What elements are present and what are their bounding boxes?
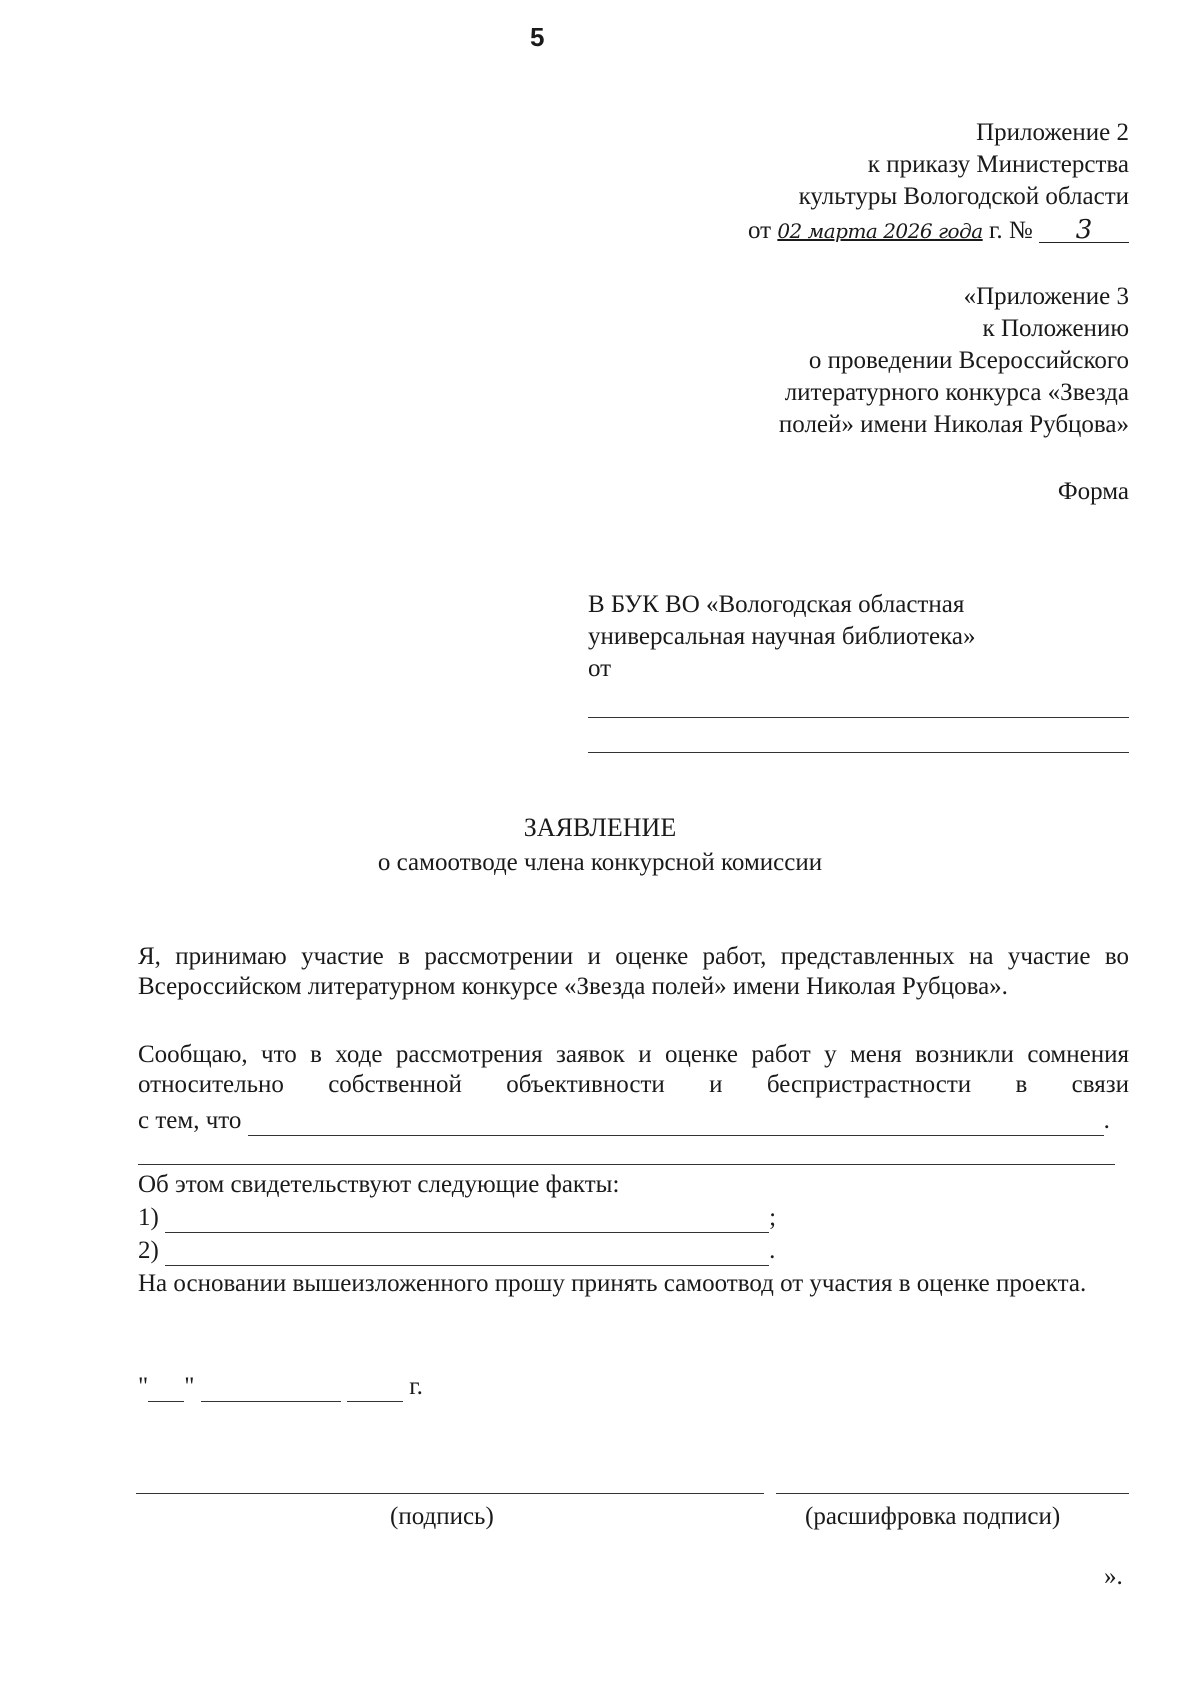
fact-suffix: . [769,1237,776,1264]
regulation-line: «Приложение 3 [963,283,1129,310]
page-number: 5 [530,22,545,52]
appendix-line: Приложение 2 [976,119,1129,146]
addressee-blank-line[interactable] [588,752,1129,753]
fact-item-1 [138,1203,776,1233]
fact-number: 2) [138,1237,159,1264]
appendix-date-line [748,216,1129,246]
handwritten-number: 3 [1039,218,1129,243]
fact-number: 1) [138,1204,159,1231]
reason-blank[interactable] [248,1113,1104,1136]
month-blank[interactable] [201,1379,341,1402]
signature-decode-blank-line[interactable] [776,1493,1129,1494]
fact-blank[interactable] [165,1210,769,1233]
date-close-quote: " [184,1373,195,1400]
body-paragraph-3: На основании вышеизложенного прошу принять самоотвод от участия в оценке проекта. [138,1270,1087,1297]
date-line [138,1372,423,1402]
addressee-block [588,590,975,684]
fact-blank[interactable] [165,1243,769,1266]
regulation-line: к Положению [982,315,1129,342]
facts-intro: Об этом свидетельствуют следующие факты: [138,1171,620,1198]
signature-blank-line[interactable] [136,1493,764,1494]
date-prefix: от [747,217,772,244]
regulation-appendix-block [779,282,1129,440]
reason-prefix: с тем, что [138,1107,242,1134]
addressee-line: универсальная научная библиотека» [588,623,976,650]
body-paragraph-2: Сообщаю, что в ходе рассмотрения заявок и оценке работ у меня возникли сомнения относительно собственной объективности и беспристрастности в связи [138,1041,1129,1098]
year-suffix: г. [409,1373,423,1400]
addressee-blank-line[interactable] [588,717,1129,718]
number-label: г. № [988,217,1033,244]
day-blank[interactable] [148,1379,184,1402]
fact-suffix: ; [769,1204,777,1231]
handwritten-date: 02 марта 2026 года [777,219,983,243]
appendix-line: культуры Вологодской области [798,183,1129,210]
document-subtitle: о самоотводе члена конкурсной комиссии [377,849,823,876]
appendix-block [748,118,1129,246]
document-title: ЗАЯВЛЕНИЕ [523,813,677,842]
date-open-quote: " [138,1373,149,1400]
addressee-line: от [588,655,612,682]
regulation-line: о проведении Всероссийского [808,347,1129,374]
addressee-line: В БУК ВО «Вологодская областная [588,591,965,618]
regulation-line: литературного конкурса «Звезда [784,379,1129,406]
form-label: Форма [1057,478,1129,505]
signature-label: (подпись) [390,1503,494,1530]
regulation-line: полей» имени Николая Рубцова» [778,411,1129,438]
closing-quote: ». [1104,1563,1123,1590]
appendix-line: к приказу Министерства [867,151,1129,178]
reason-suffix: . [1103,1107,1110,1134]
body-paragraph-1: Я, принимаю участие в рассмотрении и оценке работ, представленных на участие во Всероссийском литературном конкурсе «Звезда полей» имени Николая Рубцова». [138,943,1129,1000]
year-blank[interactable] [347,1379,403,1402]
reason-line [138,1106,1110,1136]
fact-item-2 [138,1236,775,1266]
signature-decode-label: (расшифровка подписи) [805,1503,1061,1530]
reason-blank-line[interactable] [138,1164,1115,1165]
